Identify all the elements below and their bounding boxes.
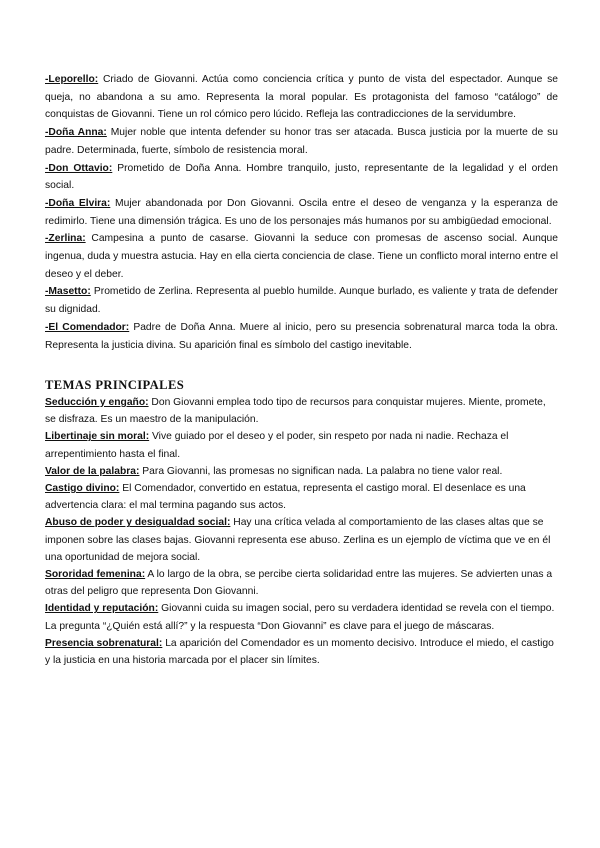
character-entry-dona-anna — [45, 124, 558, 159]
character-name: -Leporello: — [45, 74, 99, 85]
theme-name: Presencia sobrenatural: — [45, 637, 163, 649]
character-entry-el-comendador — [45, 319, 558, 354]
character-name: -Doña Anna: — [45, 127, 107, 139]
theme-entry — [45, 635, 558, 669]
theme-name: Abuso de poder y desigualdad social: — [45, 517, 231, 529]
character-description: Prometido de Zerlina. Representa al pueblo humilde. Aunque burlado, es valiente y trata de defender su dignidad. — [45, 286, 558, 316]
theme-description: Giovanni cuida su imagen social, pero su verdadera identidad se revela con el tiempo. La pregunta “¿Quién está allí?” y la respuesta “Don Giovanni” es clave para el juego de máscaras. — [45, 603, 555, 632]
theme-entry — [45, 480, 558, 514]
theme-name: Valor de la palabra: — [45, 465, 140, 477]
theme-entry — [45, 600, 558, 634]
character-name: -Masetto: — [45, 286, 91, 298]
theme-description: El Comendador, convertido en estatua, representa el castigo moral. El desenlace es una advertencia clara: el mal termina pagando sus actos. — [45, 483, 526, 512]
character-description: Prometido de Doña Anna. Hombre tranquilo, justo, representante de la legalidad y el orden social. — [45, 162, 558, 192]
theme-description: Para Giovanni, las promesas no significan nada. La palabra no tiene valor real. — [139, 465, 503, 477]
theme-name: Sororidad femenina: — [45, 569, 146, 581]
character-entry-leporello — [45, 71, 558, 124]
character-name: -Doña Elvira: — [45, 197, 111, 209]
character-description: Padre de Doña Anna. Muere al inicio, pero su presencia sobrenatural marca toda la obra. Representa la justicia divina. Su aparición final es símbolo del castigo inevitable. — [45, 321, 558, 351]
character-entry-dona-elvira — [45, 195, 558, 230]
theme-description: A lo largo de la obra, se percibe cierta solidaridad entre las mujeres. Se advierten unas a otras del peligro que representa Don Giovanni. — [45, 569, 553, 598]
character-description: Mujer noble que intenta defender su honor tras ser atacada. Busca justicia por la muerte de su padre. Determinada, fuerte, símbolo de resistencia moral. — [45, 127, 558, 156]
character-name: -Don Ottavio: — [45, 162, 113, 174]
theme-name: Castigo divino: — [45, 483, 120, 495]
character-list — [45, 71, 558, 354]
character-description: Mujer abandonada por Don Giovanni. Oscila entre el deseo de venganza y la esperanza de redimirlo. Tiene una dimensión trágica. Es uno de los personajes más humanos por su ambigüedad emocional. — [45, 197, 558, 227]
character-name: -Zerlina: — [45, 233, 86, 245]
theme-entry — [45, 394, 558, 428]
theme-name: Seducción y engaño: — [45, 397, 149, 408]
character-entry-masetto — [45, 283, 558, 318]
theme-name: Identidad y reputación: — [45, 603, 159, 615]
theme-description: Hay una crítica velada al comportamiento de las clases altas que se imponen sobre las clases bajas. Giovanni representa ese abuso. Zerlina es un ejemplo de víctima que ve en él una oportunidad de mejora social. — [45, 517, 551, 563]
theme-entry — [45, 566, 558, 600]
theme-entry — [45, 514, 558, 566]
character-entry-zerlina — [45, 230, 558, 283]
theme-description: Don Giovanni emplea todo tipo de recursos para conquistar mujeres. Miente, promete, se disfraza. Es un maestro de la manipulación. — [45, 397, 546, 426]
themes-heading: TEMAS PRINCIPALES — [45, 378, 185, 392]
theme-list — [45, 394, 558, 669]
character-description: Campesina a punto de casarse. Giovanni la seduce con promesas de ascenso social. Aunque ingenua, duda y muestra astucia. Hay en ella cierta conciencia de clase. Tiene un conflicto moral interno entre el deseo y el deber. — [45, 233, 558, 280]
character-entry-don-ottavio — [45, 160, 558, 195]
theme-name: Libertinaje sin moral: — [45, 431, 150, 443]
theme-entry — [45, 463, 558, 480]
character-name: -El Comendador: — [45, 321, 130, 333]
theme-description: La aparición del Comendador es un momento decisivo. Introduce el miedo, el castigo y la justicia en una historia marcada por el placer sin límites. — [45, 637, 554, 667]
theme-entry — [45, 428, 558, 462]
theme-description: Vive guiado por el deseo y el poder, sin respeto por nada ni nadie. Rechaza el arrepentimiento hasta el final. — [45, 431, 509, 460]
character-description: Criado de Giovanni. Actúa como conciencia crítica y punto de vista del espectador. Aunque se queja, no abandona a su amo. Representa la moral popular. Es protagonista del famoso “catálogo” de conquistas de Giovanni. Tiene un rol cómico pero lúcido. Refleja las contradicciones de la servidumbre. — [45, 74, 558, 121]
